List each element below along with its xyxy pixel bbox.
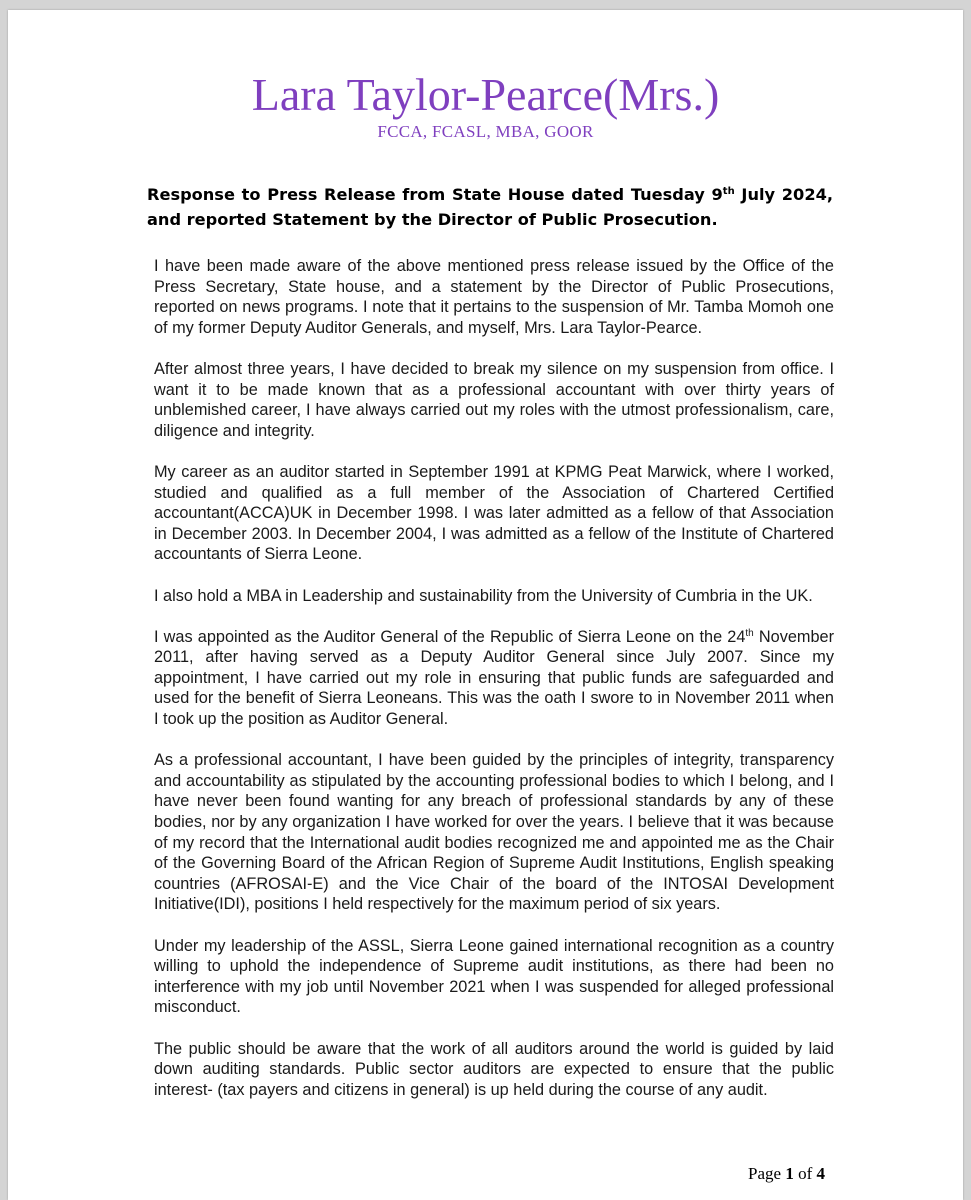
- document-body: [154, 256, 834, 1121]
- letterhead-qualifications: FCCA, FCASL, MBA, GOOR: [377, 122, 594, 141]
- appointment-superscript: th: [745, 627, 754, 639]
- footer-of-word: of: [798, 1164, 813, 1183]
- paragraph-press-release: I have been made aware of the above mentioned press release issued by the Office of the Press Secretary, State house, and a statement by the Director of Public Prosecutions, reported on news programs. I note that it pertains to the suspension of Mr. Tamba Momoh one of my former Deputy Auditor Generals, and myself, Mrs. Lara Taylor-Pearce.: [154, 257, 834, 337]
- heading-superscript: th: [722, 186, 735, 197]
- footer-total-pages: 4: [816, 1164, 825, 1183]
- paragraph-appointment: [154, 627, 834, 730]
- paragraph-career: My career as an auditor started in September 1991 at KPMG Peat Marwick, where I worked, studied and qualified as a full member of the Association of Chartered Certified accountant(ACCA)UK in December 1998. I was later admitted as a fellow of that Association in December 2003. In December 2004, I was admitted as a fellow of the Institute of Chartered accountants of Sierra Leone.: [154, 462, 834, 564]
- appointment-part-1: I was appointed as the Auditor General of the Republic of Sierra Leone on the 24: [154, 627, 746, 646]
- document-page: [8, 10, 963, 1200]
- footer-page-word: Page: [748, 1164, 782, 1183]
- footer-current-page: 1: [785, 1164, 794, 1183]
- paragraph-mba: I also hold a MBA in Leadership and sustainability from the University of Cumbria in the UK.: [154, 586, 813, 605]
- paragraph-leadership: Under my leadership of the ASSL, Sierra Leone gained international recognition as a country willing to uphold the independence of Supreme audit institutions, as there had been no interference with my job until November 2021 when I was suspended for alleged professional misconduct.: [154, 936, 834, 1017]
- page-number-footer: [748, 1163, 825, 1185]
- paragraph-principles: As a professional accountant, I have been guided by the principles of integrity, transparency and accountability as stipulated by the accounting professional bodies to which I belong, and I have never been found wanting for any breach of professional standards by any of these bodies, nor by any organization I have worked for over the years. I believe that it was because of my record that the International audit bodies recognized me and appointed me as the Chair of the Governing Board of the African Region of Supreme Audit Institutions, English speaking countries (AFROSAI-E) and the Vice Chair of the board of the INTOSAI Development Initiative(IDI), positions I held respectively for the maximum period of six years.: [154, 751, 834, 914]
- paragraph-break-silence: After almost three years, I have decided to break my silence on my suspension from office. I want it to be made known that as a professional accountant with over thirty years of unblemished career, I have always carried out my roles with the utmost professionalism, care, diligence and integrity.: [154, 359, 834, 440]
- letterhead-name: Lara Taylor-Pearce(Mrs.): [251, 69, 720, 120]
- heading-part-2: July 2024, and reported Statement by the Director of Public Prosecution.: [147, 185, 833, 229]
- appointment-part-2: November 2011, after having served as a Deputy Auditor General since July 2007. Since my appointment, I have carried out my role in ensuring that public funds are safeguarded and used for the benefit of Sierra Leoneans. This was the oath I swore to in November 2011 when I took up the position as Auditor General.: [154, 627, 834, 729]
- paragraph-auditing-standards: The public should be aware that the work of all auditors around the world is guided by laid down auditing standards. Public sector auditors are expected to ensure that the public interest- (tax payers and citizens in general) is up held during the course of any audit.: [154, 1039, 834, 1099]
- document-heading: [147, 182, 833, 232]
- heading-part-1: Response to Press Release from State House dated Tuesday 9: [147, 185, 723, 204]
